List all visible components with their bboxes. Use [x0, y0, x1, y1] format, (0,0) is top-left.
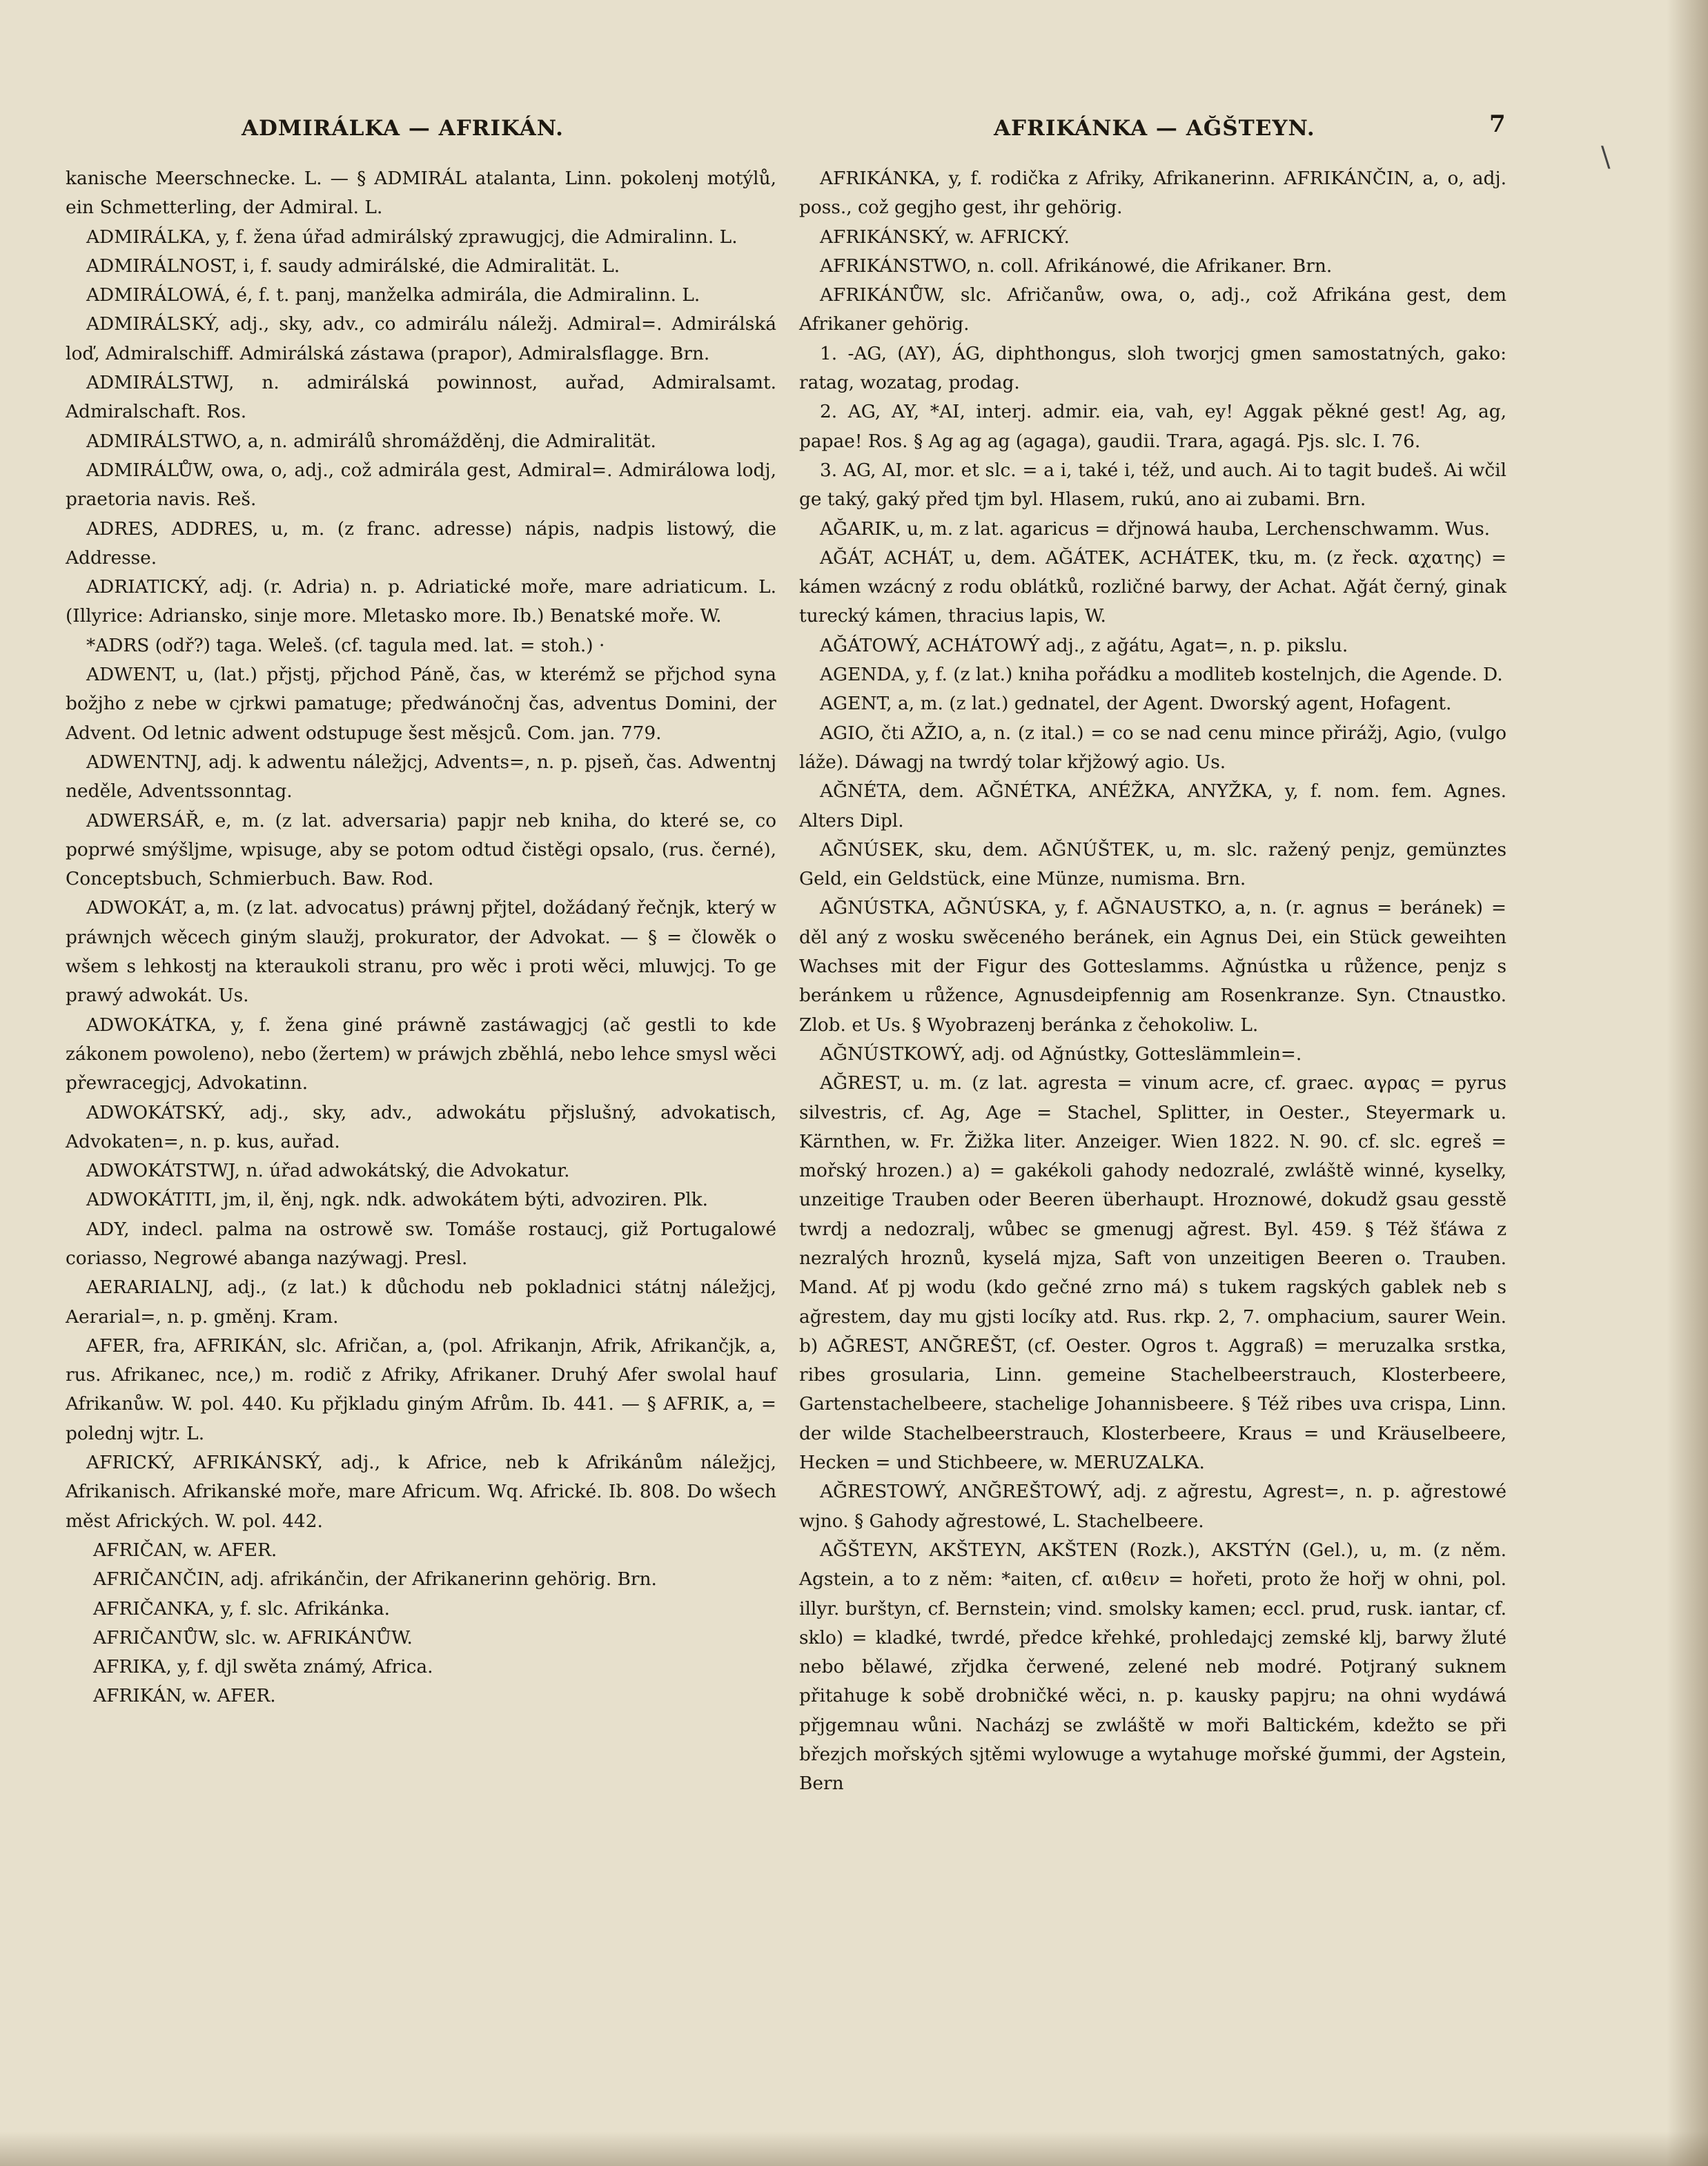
- dictionary-entry: AFRIKÁNŮW, slc. Afričanůw, owa, o, adj., což Afrikána gest, dem Afrikaner gehörig.: [799, 284, 1506, 335]
- page-edge-shadow-bottom: [0, 2131, 1708, 2166]
- page-number: 7: [1489, 110, 1506, 138]
- dictionary-entry: AĞRESTOWÝ, ANĞREŠTOWÝ, adj. z ağrestu, Agrest=, n. p. ağrestowé wjno. § Gahody ağrestowé, L. Stachelbeere.: [799, 1481, 1506, 1532]
- dictionary-entry: ADWENT, u, (lat.) přjstj, přjchod Páně, čas, w kterémž se přjchod syna božjho z nebe w cjrkwi pamatuge; předwánočnj čas, adventus Domini, der Advent. Od letnic adwent odstupuge šest měsjců. Com. jan. 779.: [66, 664, 776, 744]
- running-header-left: ADMIRÁLKA — AFRIKÁN.: [242, 116, 564, 141]
- dictionary-entry: AFRIKÁNSKÝ, w. AFRICKÝ.: [820, 226, 1070, 248]
- dictionary-entry: AFRIKÁN, w. AFER.: [93, 1685, 276, 1707]
- dictionary-entry: ADMIRÁLOWÁ, é, f. t. panj, manželka admirála, die Admiralinn. L.: [86, 284, 700, 306]
- dictionary-entry: AFRIČANČIN, adj. afrikánčin, der Afrikanerinn gehörig. Brn.: [93, 1568, 657, 1591]
- dictionary-entry: AFRIČANKA, y, f. slc. Afrikánka.: [93, 1597, 391, 1619]
- dictionary-entry: ADMIRÁLŮW, owa, o, adj., což admirála gest, Admiral=. Admirálowa lodj, praetoria navis. Reš.: [66, 459, 776, 511]
- dictionary-entry: AĞNÚSTKOWÝ, adj. od Ağnústky, Gotteslämmlein=.: [820, 1043, 1302, 1065]
- left-column: [66, 164, 776, 1711]
- dictionary-entry: ADRES, ADDRES, u, m. (z franc. adresse) nápis, nadpis listowý, die Addresse.: [66, 518, 776, 569]
- dictionary-entry: AFER, fra, AFRIKÁN, slc. Afričan, a, (pol. Afrikanjn, Afrik, Afrikančjk, a, rus. Afrikanec, nce,) m. rodič z Afriky, Afrikaner. Druhý Afer swolal hauf Afrikanůw. W. pol. 440. Ku přjkladu giným Afrům. Ib. 441. — § AFRIK, a, = polednj wjtr. L.: [66, 1335, 776, 1444]
- dictionary-entry: AĞÁTOWÝ, ACHÁTOWÝ adj., z ağátu, Agat=, n. p. pikslu.: [820, 634, 1348, 656]
- dictionary-entry: AĞREST, u. m. (z lat. agresta = vinum acre, cf. graec. αγρας = pyrus silvestris, cf. Ag, Age = Stachel, Splitter, in Oester., Steyermark u. Kärnthen, w. Fr. Žižka liter. Anzeiger. Wien 1822. N. 90. cf. slc. egreš = mořský hrozen.) a) = gakékoli gahody nedozralé, zwláště winné, kyselky, unzeitige Trauben oder Beeren überhaupt. Hroznowé, dokudž gsau gesstě twrdj a nedozralj, wůbec se gmenugj ağrest. Byl. 459. § Též šťáwa z nezralých hroznů, kyselá mjza, Saft von unzeitigen Beeren o. Trauben. Mand. Ať pj wodu (kdo gečné zrno má) s tukem ragských gablek neb s ağrestem, day mu gjsti locíky atd. Rus. rkp. 2, 7. omphacium, saurer Wein. b) AĞREST, ANĞREŠT, (cf. Oester. Ogros t. Aggraß) = meruzalka srstka, ribes grosularia, Linn. gemeine Stachelbeerstrauch, Klosterbeere, Gartenstachelbeere, stachelige Johannisbeere. § Též ribes uva crispa, Linn. der wilde Stachelbeerstrauch, Klosterbeere, Kraus = und Kräuselbeere, Hecken = und Stichbeere, w. MERUZALKA.: [799, 1072, 1506, 1474]
- dictionary-entry: ADWOKÁTSTWJ, n. úřad adwokátský, die Advokatur.: [86, 1160, 570, 1182]
- dictionary-entry: ADMIRÁLNOST, i, f. saudy admirálské, die Admiralität. L.: [86, 255, 620, 277]
- margin-mark: \: [1601, 141, 1611, 173]
- dictionary-entry: 2. AG, AY, *AI, interj. admir. eia, vah, ey! Aggak pěkné gest! Ag, ag, papae! Ros. § Ag ag ag (agaga), gaudii. Trara, agagá. Pjs. slc. I. 76.: [799, 401, 1506, 452]
- dictionary-entry: kanische Meerschnecke. L. — § ADMIRÁL atalanta, Linn. pokolenj motýlů, ein Schmetterling, der Admiral. L.: [66, 168, 776, 219]
- dictionary-entry: ADRIATICKÝ, adj. (r. Adria) n. p. Adriatické moře, mare adriaticum. L. (Illyrice: Adriansko, sinje more. Mletasko more. Ib.) Benatské moře. W.: [66, 576, 776, 627]
- dictionary-entry: AĞNÚSEK, sku, dem. AĞNÚŠTEK, u, m. slc. ražený penjz, gemünztes Geld, ein Geldstück, eine Münze, numisma. Brn.: [799, 838, 1506, 890]
- running-header-right: AFRIKÁNKA — AĞŠTEYN.: [994, 116, 1315, 141]
- dictionary-entry: 3. AG, AI, mor. et slc. = a i, také i, též, und auch. Ai to tagit budeš. Ai wčil ge taký, gaký před tjm byl. Hlasem, rukú, ano ai zubami. Brn.: [799, 459, 1506, 511]
- dictionary-entry: AFRIČANŮW, slc. w. AFRIKÁNŮW.: [93, 1626, 413, 1648]
- dictionary-entry: ADWERSÁŘ, e, m. (z lat. adversaria) papjr neb kniha, do které se, co poprwé smýšljme, wpisuge, aby se potom odtud čistěgi opsalo, (rus. černé), Conceptsbuch, Schmierbuch. Baw. Rod.: [66, 809, 776, 890]
- dictionary-entry: 1. -AG, (AY), ÁG, diphthongus, sloh tworjcj gmen samostatných, gako: ratag, wozatag, prodag.: [799, 342, 1506, 394]
- dictionary-entry: AĞNÉTA, dem. AĞNÉTKA, ANÉŽKA, ANYŽKA, y, f. nom. fem. Agnes. Alters Dipl.: [799, 780, 1506, 831]
- right-column: [799, 164, 1506, 1799]
- dictionary-entry: AFRIKA, y, f. djl swěta známý, Africa.: [93, 1656, 433, 1678]
- dictionary-entry: ADMIRÁLSTWO, a, n. admirálů shromážděnj, die Admiralität.: [86, 430, 656, 452]
- dictionary-entry: ADWOKÁT, a, m. (z lat. advocatus) práwnj přjtel, dožádaný řečnjk, který w práwnjch wěcech giným slaužj, prokurator, der Advokat. — § = člowěk o wšem s lehkostj na kteraukoli stranu, pro wěc i proti wěci, mluwjcj. To ge prawý adwokát. Us.: [66, 897, 776, 1007]
- dictionary-entry: ADMIRÁLSKÝ, adj., sky, adv., co admirálu náležj. Admiral=. Admirálská loď, Admiralschiff. Admirálská zástawa (prapor), Admiralsflagge. Brn.: [66, 313, 776, 364]
- dictionary-entry: AFRIKÁNKA, y, f. rodička z Afriky, Afrikanerinn. AFRIKÁNČIN, a, o, adj. poss., což gegjho gest, ihr gehörig.: [799, 168, 1506, 219]
- dictionary-entry: AFRIKÁNSTWO, n. coll. Afrikánowé, die Afrikaner. Brn.: [820, 255, 1333, 277]
- page-edge-shadow-right: [1667, 0, 1708, 2166]
- dictionary-entry: ADY, indecl. palma na ostrowě sw. Tomáše rostaucj, giž Portugalowé coriasso, Negrowé abanga nazýwagj. Presl.: [66, 1218, 776, 1269]
- dictionary-entry: ADWENTNJ, adj. k adwentu náležjcj, Advents=, n. p. pjseň, čas. Adwentnj neděle, Adventssonntag.: [66, 751, 776, 803]
- dictionary-entry: ADWOKÁTSKÝ, adj., sky, adv., adwokátu přjslušný, advokatisch, Advokaten=, n. p. kus, auřad.: [66, 1101, 776, 1152]
- dictionary-entry: *ADRS (odř?) taga. Weleš. (cf. tagula med. lat. = stoh.) ·: [86, 634, 605, 656]
- dictionary-entry: AERARIALNJ, adj., (z lat.) k důchodu neb pokladnici státnj náležjcj, Aerarial=, n. p. gměnj. Kram.: [66, 1277, 776, 1328]
- dictionary-entry: AGIO, čti AŽIO, a, n. (z ital.) = co se nad cenu mince přirážj, Agio, (vulgo láže). Dáwagj na twrdý tolar křjžowý agio. Us.: [799, 722, 1506, 773]
- dictionary-entry: ADMIRÁLKA, y, f. žena úřad admirálský zprawugjcj, die Admiralinn. L.: [86, 226, 738, 248]
- dictionary-entry: ADMIRÁLSTWJ, n. admirálská powinnost, auřad, Admiralsamt. Admiralschaft. Ros.: [66, 372, 776, 423]
- dictionary-entry: AFRIČAN, w. AFER.: [93, 1539, 277, 1561]
- dictionary-entry: AĞÁT, ACHÁT, u, dem. AĞÁTEK, ACHÁTEK, tku, m. (z řeck. αχατης) = kámen wzácný z rodu oblátků, rozličné barwy, der Achat. Ağát černý, ginak turecký kámen, thracius lapis, W.: [799, 547, 1506, 627]
- dictionary-entry: AGENDA, y, f. (z lat.) kniha pořádku a modliteb kostelnjch, die Agende. D.: [820, 664, 1503, 686]
- dictionary-entry: AĞARIK, u, m. z lat. agaricus = dřjnowá hauba, Lerchenschwamm. Wus.: [820, 518, 1491, 540]
- dictionary-entry: ADWOKÁTKA, y, f. žena giné práwně zastáwagjcj (ač gestli to kde zákonem powoleno), nebo (žertem) w práwjch zběhlá, nebo lehce smysl wěci přewracegjcj, Advokatinn.: [66, 1014, 776, 1094]
- dictionary-entry: AGENT, a, m. (z lat.) gednatel, der Agent. Dworský agent, Hofagent.: [820, 693, 1452, 715]
- dictionary-entry: AĞNÚSTKA, AĞNÚSKA, y, f. AĞNAUSTKO, a, n. (r. agnus = beránek) = děl aný z wosku swěceného beránek, ein Agnus Dei, ein Stück geweihten Wachses mit der Figur des Gotteslamms. Ağnústka u růžence, penjz s beránkem u růžence, Agnusdeipfennig am Rosenkranze. Syn. Ctnaustko. Zlob. et Us. § Wyobrazenj beránka z čehokoliw. L.: [799, 897, 1506, 1036]
- dictionary-entry: ADWOKÁTITI, jm, il, ěnj, ngk. ndk. adwokátem býti, advoziren. Plk.: [86, 1189, 709, 1211]
- dictionary-entry: AFRICKÝ, AFRIKÁNSKÝ, adj., k Africe, neb k Afrikánům náležjcj, Afrikanisch. Afrikanské moře, mare Africum. Wq. Africké. Ib. 808. Do wšech měst Afrických. W. pol. 442.: [66, 1452, 776, 1532]
- dictionary-entry: AĞŠTEYN, AKŠTEYN, AKŠTEN (Rozk.), AKSTÝN (Gel.), u, m. (z něm. Agstein, a to z něm: *aiten, cf. αιθειν = hořeti, proto že hořj w ohni, pol. illyr. burštyn, cf. Bernstein; vind. smolsky kamen; eccl. prud, rusk. iantar, cf. sklo) = kladké, twrdé, předce křehké, prohledajcj zemské klj, barwy žluté nebo bělawé, zřjdka čerwené, zelené neb modré. Potjraný suknem přitahuge k sobě drobničké wěci, n. p. kausky papjru; na ohni wydáwá přjgemnau wůni. Nacházj se zwláště w moři Baltickém, kdežto se při březjch mořských sjtěmi wylowuge a wytahuge mořské ğummi, der Agstein, Bern: [799, 1539, 1506, 1795]
